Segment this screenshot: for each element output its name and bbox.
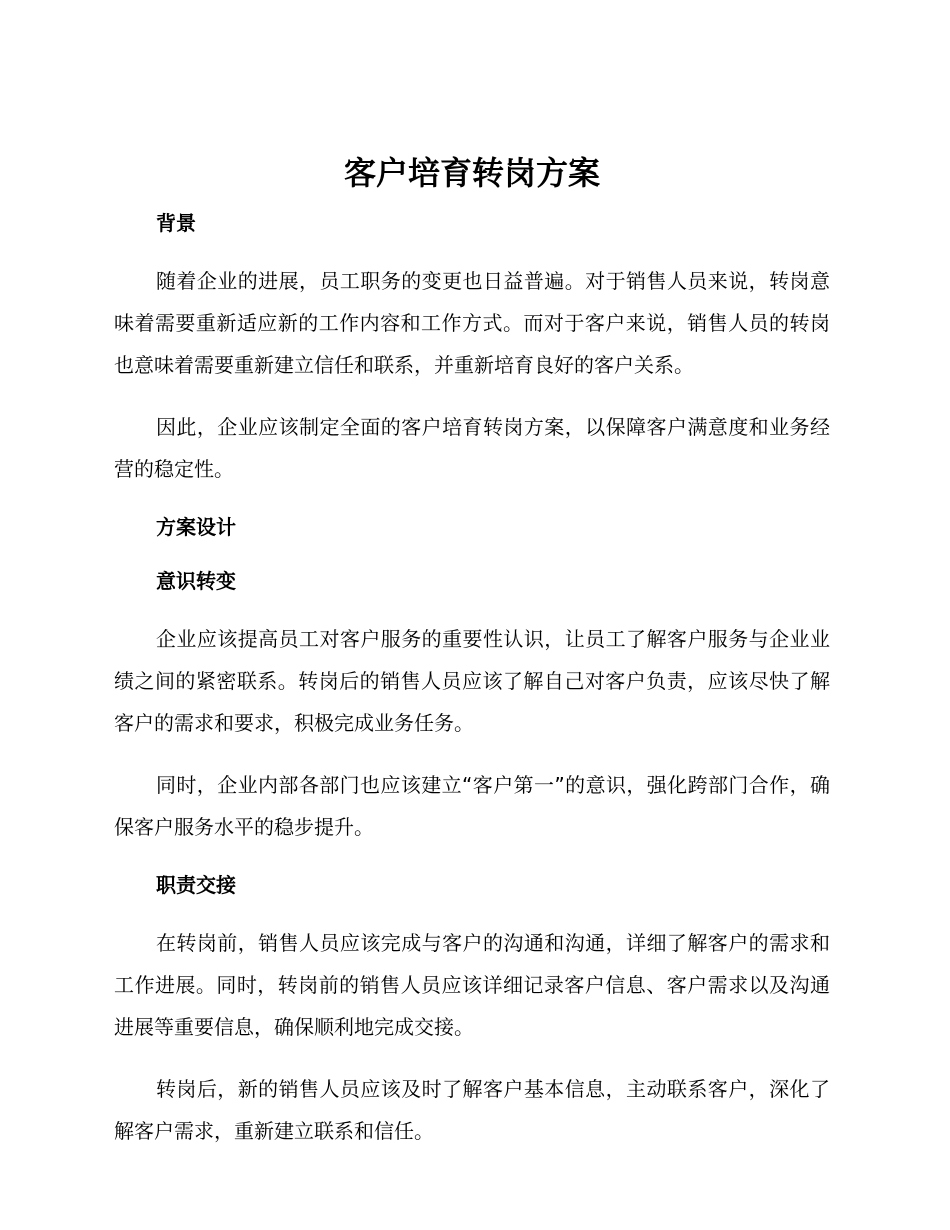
section-heading-handover: 职责交接 bbox=[156, 873, 236, 897]
section-heading-background: 背景 bbox=[156, 211, 196, 235]
awareness-paragraph-1: 企业应该提高员工对客户服务的重要性认识，让员工了解客户服务与企业业绩之间的紧密联系。转岗后的销售人员应该了解自己对客户负责，应该尽快了解客户的需求和要求，积极完成业务任务。 bbox=[114, 627, 830, 735]
awareness-paragraph-2: 同时，企业内部各部门也应该建立“客户第一”的意识，强化跨部门合作，确保客户服务水平的稳步提升。 bbox=[114, 773, 830, 839]
background-paragraph-1: 随着企业的进展，员工职务的变更也日益普遍。对于销售人员来说，转岗意味着需要重新适应新的工作内容和工作方式。而对于客户来说，销售人员的转岗也意味着需要重新建立信任和联系，并重新培育良好的客户关系。 bbox=[114, 269, 830, 377]
document-title: 客户培育转岗方案 bbox=[343, 154, 600, 192]
document-content bbox=[114, 150, 830, 1172]
handover-paragraph-2: 转岗后，新的销售人员应该及时了解客户基本信息，主动联系客户，深化了解客户需求，重新建立联系和信任。 bbox=[114, 1077, 830, 1143]
background-paragraph-2: 因此，企业应该制定全面的客户培育转岗方案，以保障客户满意度和业务经营的稳定性。 bbox=[114, 415, 830, 481]
section-heading-design: 方案设计 bbox=[156, 515, 236, 539]
section-heading-awareness: 意识转变 bbox=[156, 569, 236, 593]
handover-paragraph-1: 在转岗前，销售人员应该完成与客户的沟通和沟通，详细了解客户的需求和工作进展。同时，转岗前的销售人员应该详细记录客户信息、客户需求以及沟通进展等重要信息，确保顺利地完成交接。 bbox=[114, 931, 830, 1039]
